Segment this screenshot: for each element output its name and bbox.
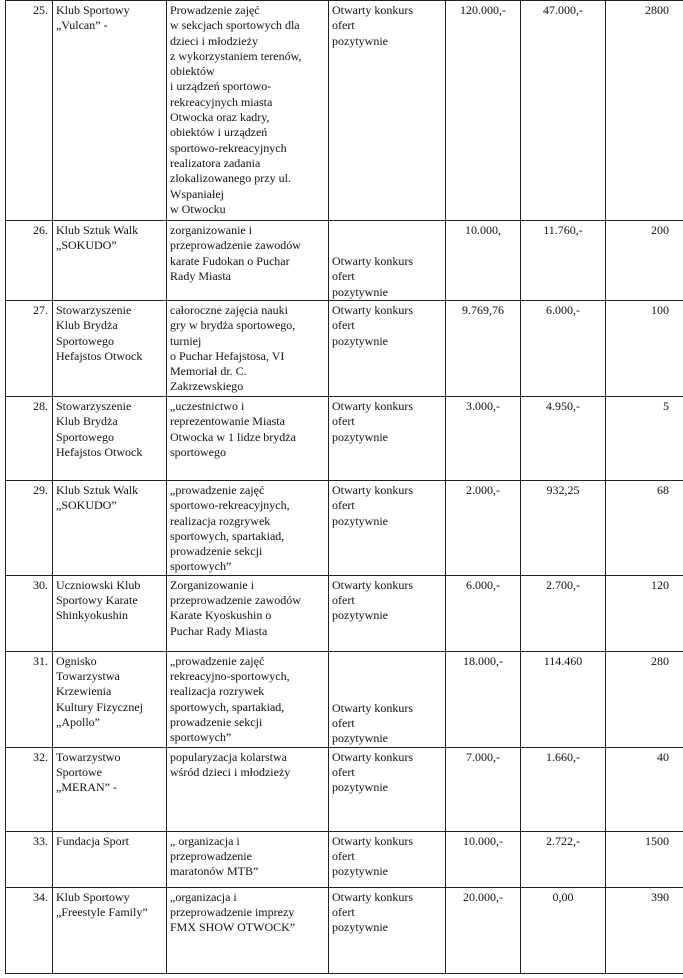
- participants-cell: [606, 747, 683, 831]
- task-description-line: sportowych”: [170, 730, 232, 745]
- organization-cell: [53, 747, 167, 831]
- tender-status-line: pozytywnie: [332, 429, 388, 444]
- participants-count: 120: [651, 577, 669, 592]
- granted-amount-cell: [521, 301, 606, 397]
- participants-cell: [606, 651, 683, 747]
- requested-amount-cell: [446, 1, 521, 221]
- task-description-line: sportowo-rekreacyjnych,: [170, 498, 290, 513]
- granted-amount-cell: [521, 651, 606, 747]
- requested-amount-cell: [446, 651, 521, 747]
- task-description-line: FMX SHOW OTWOCK”: [170, 920, 296, 935]
- table-row: [6, 397, 683, 481]
- task-description-line: zlokalizowanego przy ul.: [170, 171, 291, 186]
- organization-name-line: Hefajstos Otwock: [56, 348, 143, 363]
- participants-count: 1500: [645, 833, 669, 848]
- organization-name-line: Shinkyokushin: [56, 608, 129, 623]
- tender-cell: [329, 397, 446, 481]
- tender-status-line: Otwarty konkurs: [332, 577, 413, 592]
- tender-status: [332, 254, 442, 300]
- task-description-line: rekreacyjnych miasta: [170, 94, 273, 109]
- organization-name: [56, 399, 163, 460]
- task-description-line: Otwocka oraz kadry,: [170, 110, 270, 125]
- granted-amount-cell: [521, 397, 606, 481]
- tender-cell: [329, 651, 446, 747]
- tender-status-line: Otwarty konkurs: [332, 254, 413, 269]
- organization-name-line: Sportowy Karate: [56, 593, 138, 608]
- tender-cell: [329, 221, 446, 301]
- organization-name-line: Klub Sztuk Walk: [56, 223, 139, 237]
- granted-amount-cell: [521, 831, 606, 887]
- task-description-line: Karate Kyoskushin o: [170, 608, 272, 623]
- requested-amount-cell: [446, 301, 521, 397]
- requested-amount: 2.000,-: [466, 483, 500, 497]
- granted-amount: 47.000,-: [543, 3, 583, 17]
- task-description-line: karate Fudokan o Puchar: [170, 253, 290, 268]
- requested-amount: 120.000,-: [460, 3, 506, 17]
- task-cell: [167, 575, 329, 651]
- requested-amount: 18.000,-: [463, 653, 503, 668]
- table-row: [6, 575, 683, 651]
- tender-status-line: Otwarty konkurs: [332, 833, 413, 848]
- task-description-line: realizatora zadania: [170, 155, 261, 170]
- task-description-line: Puchar Rady Miasta: [170, 623, 268, 638]
- tender-cell: [329, 887, 446, 973]
- task-description-line: o Puchar Hefajstosa, VI: [170, 348, 285, 363]
- requested-amount-cell: [446, 831, 521, 887]
- task-description-line: reprezentowanie Miasta: [170, 414, 285, 429]
- task-description-line: w Otwocku: [170, 201, 226, 216]
- row-number: 32.: [33, 749, 48, 764]
- participants-cell: [606, 397, 683, 481]
- task-description-line: gry w brydża sportowego,: [170, 318, 296, 333]
- organization-cell: [53, 887, 167, 973]
- organization-cell: [53, 221, 167, 301]
- granted-amount: 1.660,-: [546, 749, 580, 764]
- task-cell: [167, 397, 329, 481]
- task-description: [170, 750, 325, 781]
- organization-name: [56, 834, 163, 849]
- task-description-line: „uczestnictwo i: [170, 399, 245, 413]
- granted-amount: 2.700,-: [546, 577, 580, 592]
- tender-cell: [329, 1, 446, 221]
- row-number: 27.: [33, 303, 48, 317]
- task-description: [170, 834, 325, 880]
- tender-status-line: pozytywnie: [332, 780, 388, 795]
- organization-name: [56, 483, 163, 514]
- organization-name: [56, 654, 163, 730]
- task-description-line: „prowadzenie zajęć: [170, 653, 265, 668]
- organization-name-line: Sportowego: [56, 429, 114, 444]
- table-row: [6, 887, 683, 973]
- task-description-line: „ organizacja i: [170, 833, 240, 848]
- task-cell: [167, 831, 329, 887]
- participants-cell: [606, 481, 683, 576]
- granted-amount: 114.460: [543, 653, 583, 668]
- organization-name-line: Hefajstos Otwock: [56, 444, 143, 459]
- requested-amount: 7.000,-: [466, 749, 500, 764]
- requested-amount-cell: [446, 575, 521, 651]
- tender-status: [332, 701, 442, 747]
- task-description-line: wśród dzieci i młodzieży: [170, 765, 291, 780]
- table-row: [6, 301, 683, 397]
- task-description-line: i urządzeń sportowo-: [170, 79, 272, 94]
- tender-status: [332, 3, 442, 49]
- task-description-line: realizacja rozrywek: [170, 684, 265, 699]
- task-description-line: Prowadzenie zajęć: [170, 3, 260, 17]
- task-description-line: dzieci i młodzieży: [170, 33, 258, 48]
- task-description-line: Otwocka w 1 lidze brydża: [170, 429, 296, 444]
- row-number: 28.: [33, 399, 48, 413]
- organization-name-line: „MERAN” -: [56, 780, 117, 795]
- task-description-line: przeprowadzenie zawodów: [170, 593, 301, 608]
- requested-amount: 3.000,-: [466, 399, 500, 413]
- participants-cell: [606, 831, 683, 887]
- tender-status-line: ofert: [332, 414, 355, 429]
- granted-amount-cell: [521, 481, 606, 576]
- organization-name-line: Sportowego: [56, 333, 114, 348]
- organization-name-line: Sportowe: [56, 765, 102, 780]
- tender-status-line: Otwarty konkurs: [332, 3, 413, 17]
- organization-name-line: Stowarzyszenie: [56, 303, 132, 317]
- granted-amount: 2.722,-: [546, 833, 580, 848]
- tender-status-line: pozytywnie: [332, 284, 388, 299]
- task-cell: [167, 481, 329, 576]
- task-cell: [167, 221, 329, 301]
- task-description: [170, 303, 325, 395]
- participants-cell: [606, 887, 683, 973]
- tender-status-line: ofert: [332, 269, 355, 284]
- participants-count: 40: [657, 749, 669, 764]
- tender-status-line: pozytywnie: [332, 864, 388, 879]
- task-description-line: turniej: [170, 333, 202, 348]
- task-description: [170, 3, 325, 217]
- tender-status-line: ofert: [332, 318, 355, 333]
- participants-count: 2800: [645, 3, 669, 17]
- row-number-cell: [6, 481, 53, 576]
- task-description-line: sportowych”: [170, 559, 232, 574]
- granted-amount-cell: [521, 887, 606, 973]
- task-description-line: rekreacyjno-sportowych,: [170, 669, 290, 684]
- task-description-line: sportowego: [170, 444, 226, 459]
- tender-status: [332, 303, 442, 349]
- tender-status-line: pozytywnie: [332, 608, 388, 623]
- organization-name-line: „Freestyle Family”: [56, 905, 148, 920]
- requested-amount: 6.000,-: [466, 577, 500, 592]
- tender-status: [332, 750, 442, 796]
- tender-status: [332, 890, 442, 936]
- tender-status-line: pozytywnie: [332, 731, 388, 746]
- organization-name-line: Fundacja Sport: [56, 833, 129, 848]
- organization-cell: [53, 575, 167, 651]
- organization-name-line: Klub Sztuk Walk: [56, 483, 139, 497]
- task-description-line: zorganizowanie i: [170, 223, 253, 237]
- tender-status: [332, 399, 442, 445]
- task-description-line: Wspaniałej: [170, 186, 224, 201]
- tender-status-line: Otwarty konkurs: [332, 889, 413, 904]
- tender-status-line: ofert: [332, 716, 355, 731]
- organization-name-line: Klub Sportowy: [56, 3, 130, 17]
- organization-name: [56, 3, 163, 34]
- task-description-line: realizacja rozgrywek: [170, 513, 271, 528]
- row-number: 31.: [33, 653, 48, 668]
- granted-amount: 932,25: [546, 483, 580, 497]
- tender-status-line: Otwarty konkurs: [332, 483, 413, 497]
- tender-status-line: Otwarty konkurs: [332, 749, 413, 764]
- table-row: [6, 831, 683, 887]
- organization-name-line: Kultury Fizycznej: [56, 699, 143, 714]
- organization-name-line: Klub Sportowy: [56, 889, 130, 904]
- task-description-line: prowadzenie sekcji: [170, 544, 263, 559]
- granted-amount: 0,00: [552, 889, 574, 904]
- tender-status-line: pozytywnie: [332, 513, 388, 528]
- grants-table: [5, 0, 683, 974]
- organization-name-line: Towarzystwa: [56, 669, 120, 684]
- tender-status-line: ofert: [332, 498, 355, 513]
- tender-cell: [329, 481, 446, 576]
- organization-cell: [53, 831, 167, 887]
- granted-amount: 6.000,-: [546, 303, 580, 317]
- table-row: [6, 651, 683, 747]
- row-number-cell: [6, 397, 53, 481]
- task-description: [170, 483, 325, 575]
- task-description-line: Zakrzewskiego: [170, 379, 244, 394]
- row-number-cell: [6, 301, 53, 397]
- organization-name-line: „Vulcan” -: [56, 18, 108, 33]
- organization-name-line: Towarzystwo: [56, 749, 121, 764]
- requested-amount: 20.000,-: [463, 889, 503, 904]
- task-description-line: maratonów MTB”: [170, 864, 259, 879]
- participants-count: 280: [651, 653, 669, 668]
- tender-status-line: ofert: [332, 905, 355, 920]
- task-description-line: w sekcjach sportowych dla: [170, 18, 300, 33]
- task-description-line: prowadzenie sekcji: [170, 714, 263, 729]
- organization-name-line: „SOKUDO”: [56, 238, 117, 253]
- tender-status: [332, 483, 442, 529]
- row-number: 29.: [33, 483, 48, 497]
- row-number-cell: [6, 747, 53, 831]
- organization-name: [56, 750, 163, 796]
- organization-name-line: Uczniowski Klub: [56, 577, 141, 592]
- task-description-line: z wykorzystaniem terenów,: [170, 48, 302, 63]
- granted-amount: 4.950,-: [546, 399, 580, 413]
- participants-count: 100: [651, 303, 669, 317]
- tender-status-line: Otwarty konkurs: [332, 700, 413, 715]
- tender-status: [332, 834, 442, 880]
- organization-cell: [53, 301, 167, 397]
- task-description-line: „prowadzenie zajęć: [170, 483, 265, 497]
- requested-amount-cell: [446, 887, 521, 973]
- task-description: [170, 399, 325, 460]
- task-cell: [167, 887, 329, 973]
- requested-amount-cell: [446, 397, 521, 481]
- participants-count: 200: [651, 223, 669, 237]
- task-description: [170, 578, 325, 639]
- requested-amount: 10.000,-: [463, 833, 503, 848]
- row-number: 25.: [33, 3, 48, 17]
- task-cell: [167, 747, 329, 831]
- row-number-cell: [6, 651, 53, 747]
- organization-name: [56, 890, 163, 921]
- task-description-line: sportowych, spartakiad,: [170, 699, 285, 714]
- organization-name-line: Klub Brydża: [56, 414, 118, 429]
- table-row: [6, 747, 683, 831]
- organization-cell: [53, 397, 167, 481]
- tender-cell: [329, 747, 446, 831]
- organization-cell: [53, 481, 167, 576]
- tender-cell: [329, 301, 446, 397]
- row-number: 34.: [33, 889, 48, 904]
- participants-cell: [606, 575, 683, 651]
- task-cell: [167, 651, 329, 747]
- participants-cell: [606, 301, 683, 397]
- tender-status-line: ofert: [332, 18, 355, 33]
- table-row: [6, 1, 683, 221]
- organization-name-line: „Apollo”: [56, 714, 100, 729]
- task-description-line: całoroczne zajęcia nauki: [170, 303, 288, 317]
- task-description-line: obiektów: [170, 64, 215, 79]
- table-row: [6, 481, 683, 576]
- organization-name: [56, 578, 163, 624]
- task-description: [170, 654, 325, 746]
- row-number-cell: [6, 887, 53, 973]
- requested-amount-cell: [446, 221, 521, 301]
- tender-status-line: pozytywnie: [332, 33, 388, 48]
- participants-cell: [606, 221, 683, 301]
- requested-amount: 9.769,76: [462, 303, 504, 317]
- participants-count: 5: [663, 399, 669, 413]
- task-description-line: „organizacja i: [170, 889, 237, 904]
- table-body: [6, 1, 683, 974]
- requested-amount-cell: [446, 747, 521, 831]
- tender-status-line: pozytywnie: [332, 333, 388, 348]
- granted-amount-cell: [521, 1, 606, 221]
- requested-amount: 10.000,: [465, 223, 501, 237]
- tender-status-line: Otwarty konkurs: [332, 399, 413, 413]
- task-description-line: obiektów i urządzeń: [170, 125, 268, 140]
- tender-cell: [329, 575, 446, 651]
- organization-name-line: Stowarzyszenie: [56, 399, 132, 413]
- organization-cell: [53, 651, 167, 747]
- organization-name-line: Ognisko: [56, 653, 97, 668]
- task-description-line: sportowych, spartakiad,: [170, 528, 285, 543]
- task-description-line: Memoriał dr. C.: [170, 364, 247, 379]
- table-row: [6, 221, 683, 301]
- row-number-cell: [6, 575, 53, 651]
- task-description: [170, 223, 325, 284]
- organization-name: [56, 223, 163, 254]
- task-description-line: Rady Miasta: [170, 268, 231, 283]
- tender-status-line: ofert: [332, 849, 355, 864]
- row-number: 26.: [33, 223, 48, 237]
- participants-count: 390: [651, 889, 669, 904]
- participants-count: 68: [657, 483, 669, 497]
- task-description-line: przeprowadzenie: [170, 849, 252, 864]
- tender-status-line: ofert: [332, 765, 355, 780]
- task-cell: [167, 1, 329, 221]
- task-description-line: Zorganizowanie i: [170, 577, 255, 592]
- task-cell: [167, 301, 329, 397]
- row-number: 30.: [33, 577, 48, 592]
- row-number-cell: [6, 221, 53, 301]
- row-number-cell: [6, 1, 53, 221]
- tender-cell: [329, 831, 446, 887]
- organization-name: [56, 303, 163, 364]
- task-description-line: przeprowadzenie imprezy: [170, 905, 295, 920]
- task-description: [170, 890, 325, 936]
- requested-amount-cell: [446, 481, 521, 576]
- tender-status-line: Otwarty konkurs: [332, 303, 413, 317]
- row-number-cell: [6, 831, 53, 887]
- tender-status-line: pozytywnie: [332, 920, 388, 935]
- task-description-line: popularyzacja kolarstwa: [170, 749, 287, 764]
- task-description-line: sportowo-rekreacyjnych: [170, 140, 287, 155]
- task-description-line: przeprowadzenie zawodów: [170, 238, 301, 253]
- organization-name-line: „SOKUDO”: [56, 498, 117, 513]
- tender-status-line: ofert: [332, 593, 355, 608]
- organization-name-line: Krzewienia: [56, 684, 112, 699]
- participants-cell: [606, 1, 683, 221]
- organization-cell: [53, 1, 167, 221]
- granted-amount-cell: [521, 575, 606, 651]
- organization-name-line: Klub Brydża: [56, 318, 118, 333]
- granted-amount-cell: [521, 747, 606, 831]
- tender-status: [332, 578, 442, 624]
- row-number: 33.: [33, 833, 48, 848]
- granted-amount: 11.760,-: [543, 223, 583, 237]
- granted-amount-cell: [521, 221, 606, 301]
